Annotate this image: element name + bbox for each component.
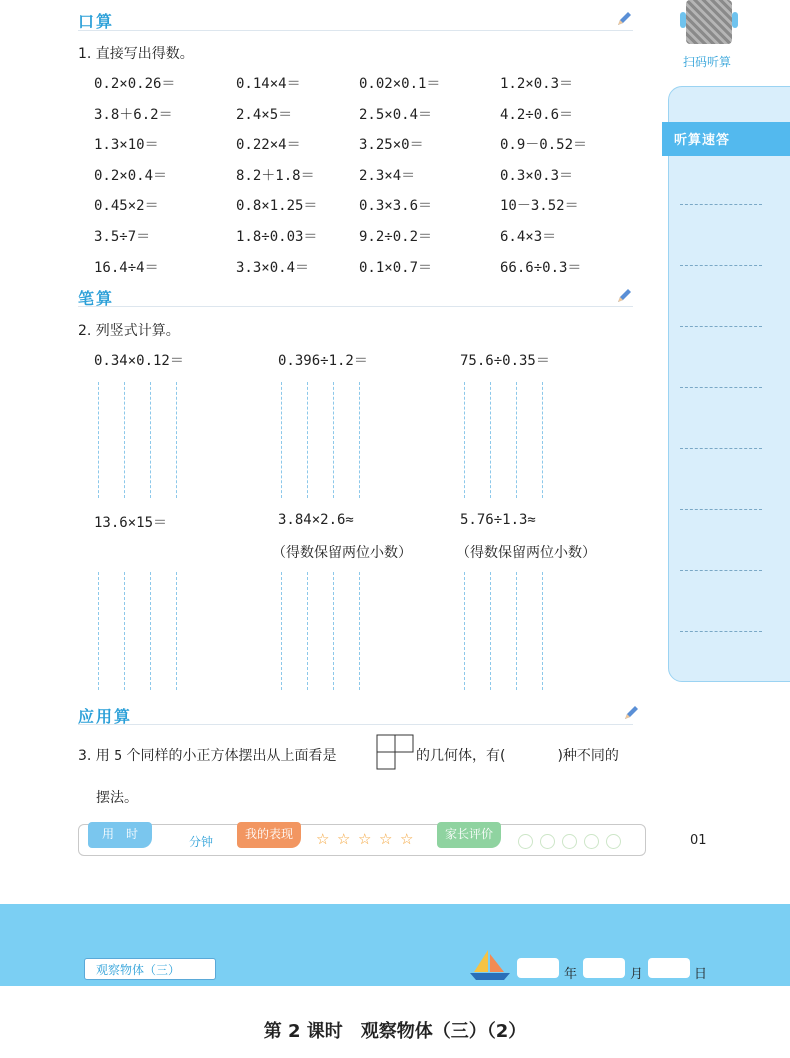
guide-line	[359, 572, 360, 690]
star-icon[interactable]: ☆	[379, 830, 393, 848]
guide-line	[124, 572, 125, 690]
guide-line	[176, 382, 177, 498]
section-divider	[78, 306, 633, 307]
minutes-label: 分钟	[189, 835, 214, 849]
oral-calc-item: 16.4÷4＝	[94, 259, 159, 276]
answer-line[interactable]	[680, 265, 762, 266]
day-input[interactable]	[648, 958, 690, 978]
oral-calc-item: 1.8÷0.03＝	[236, 229, 318, 245]
guide-line	[98, 382, 99, 498]
question-3-line-1	[78, 745, 337, 765]
smiley-icon[interactable]	[518, 834, 533, 849]
guide-line	[98, 572, 99, 690]
section-divider	[78, 724, 633, 725]
guide-line	[176, 572, 177, 690]
oral-calc-item: 2.3×4＝	[359, 167, 416, 184]
oral-calc-item: 0.2×0.4＝	[94, 167, 168, 184]
vertical-calc-expression: 75.6÷0.35＝	[460, 353, 550, 369]
year-label: 年	[564, 967, 578, 982]
lesson-tag-text: 观察物体（三）	[96, 963, 181, 977]
oral-calc-item: 0.2×0.26＝	[94, 76, 176, 92]
question-3-line-1b	[416, 745, 619, 765]
oral-calc-item: 4.2÷0.6＝	[500, 106, 574, 123]
pencil-icon	[615, 287, 633, 305]
answer-line[interactable]	[680, 509, 762, 510]
answer-line[interactable]	[680, 448, 762, 449]
top-view-shape	[376, 734, 414, 770]
section-title-written: 笔算	[78, 289, 115, 308]
listening-panel	[668, 86, 790, 682]
answer-line[interactable]	[680, 631, 762, 632]
month-input[interactable]	[583, 958, 625, 978]
question-2-title: 2. 列竖式计算。	[78, 323, 180, 339]
oral-calc-item: 0.45×2＝	[94, 198, 159, 215]
guide-line	[516, 382, 517, 498]
guide-line	[307, 572, 308, 690]
time-label: 用 时	[88, 822, 152, 848]
oral-calc-item: 3.5÷7＝	[94, 229, 151, 245]
answer-line[interactable]	[680, 204, 762, 205]
guide-line	[150, 572, 151, 690]
answer-line[interactable]	[680, 326, 762, 327]
scan-label: 扫码听算	[683, 55, 732, 69]
oral-calc-item: 8.2＋1.8＝	[236, 167, 315, 184]
oral-calc-item: 2.4×5＝	[236, 106, 293, 123]
star-icon[interactable]: ☆	[337, 830, 351, 848]
oral-calc-item: 1.2×0.3＝	[500, 76, 574, 92]
oral-calc-item: 0.3×3.6＝	[359, 198, 433, 215]
oral-calc-item: 6.4×3＝	[500, 229, 557, 245]
guide-line	[490, 572, 491, 690]
section-title-applied: 应用算	[78, 707, 133, 726]
vertical-calc-expression: 0.34×0.12＝	[94, 353, 184, 369]
smiley-icon[interactable]	[606, 834, 621, 849]
vertical-calc-expression: 3.84×2.6≈	[278, 512, 354, 528]
q3-text: 的几何体，有(	[416, 748, 506, 764]
section-title-oral: 口算	[78, 12, 115, 31]
oral-calc-item: 2.5×0.4＝	[359, 106, 433, 123]
day-label: 日	[694, 967, 708, 982]
answer-line[interactable]	[680, 387, 762, 388]
oral-calc-item: 9.2÷0.2＝	[359, 229, 433, 245]
oral-calc-item: 3.25×0＝	[359, 137, 424, 154]
guide-line	[542, 572, 543, 690]
guide-line	[359, 382, 360, 498]
parent-eval-label: 家长评价	[437, 822, 501, 848]
guide-line	[516, 572, 517, 690]
answer-line[interactable]	[680, 570, 762, 571]
rounding-note: （得数保留两位小数）	[456, 545, 596, 561]
section-divider	[78, 30, 633, 31]
question-3-line-2: 摆法。	[96, 790, 138, 806]
qr-code[interactable]	[680, 0, 738, 46]
oral-calc-item: 1.3×10＝	[94, 137, 159, 154]
sailboat-icon	[466, 948, 514, 982]
oral-calc-item: 0.22×4＝	[236, 137, 301, 154]
smiley-icon[interactable]	[540, 834, 555, 849]
rounding-note: （得数保留两位小数）	[272, 545, 412, 561]
guide-line	[333, 382, 334, 498]
oral-calc-item: 10－3.52＝	[500, 198, 579, 215]
oral-calc-item: 3.3×0.4＝	[236, 259, 310, 276]
guide-line	[124, 382, 125, 498]
guide-line	[464, 382, 465, 498]
oral-calc-item: 3.8＋6.2＝	[94, 106, 173, 123]
oral-calc-item: 0.1×0.7＝	[359, 259, 433, 276]
smiley-icon[interactable]	[562, 834, 577, 849]
star-icon[interactable]: ☆	[316, 830, 330, 848]
guide-line	[307, 382, 308, 498]
guide-line	[333, 572, 334, 690]
vertical-calc-expression: 0.396÷1.2＝	[278, 353, 368, 369]
oral-calc-item: 0.8×1.25＝	[236, 198, 318, 215]
lesson-caption: 第 2 课时 观察物体（三）（2）	[263, 1021, 527, 1042]
star-icon[interactable]: ☆	[400, 830, 414, 848]
page-number: 01	[690, 833, 707, 848]
smiley-icon[interactable]	[584, 834, 599, 849]
q3-count: 5	[114, 749, 123, 764]
vertical-calc-expression: 5.76÷1.3≈	[460, 512, 536, 528]
performance-label: 我的表现	[237, 822, 301, 848]
year-input[interactable]	[517, 958, 559, 978]
pencil-icon	[622, 704, 640, 722]
star-icon[interactable]: ☆	[358, 830, 372, 848]
pencil-icon	[615, 10, 633, 28]
oral-calc-item: 66.6÷0.3＝	[500, 259, 582, 276]
guide-line	[542, 382, 543, 498]
month-label: 月	[630, 967, 644, 982]
guide-line	[490, 382, 491, 498]
q3-text: 个同样的小正方体摆出从上面看是	[126, 748, 337, 764]
guide-line	[281, 572, 282, 690]
question-1-title: 1. 直接写出得数。	[78, 46, 194, 62]
guide-line	[150, 382, 151, 498]
oral-calc-item: 0.3×0.3＝	[500, 167, 574, 184]
q3-text: 3. 用	[78, 748, 110, 764]
guide-line	[281, 382, 282, 498]
oral-calc-item: 0.9－0.52＝	[500, 137, 588, 154]
listening-title: 听算速答	[674, 133, 731, 148]
guide-line	[464, 572, 465, 690]
q3-text: )种不同的	[557, 748, 619, 764]
oral-calc-item: 0.14×4＝	[236, 76, 301, 92]
vertical-calc-expression: 13.6×15＝	[94, 515, 168, 531]
oral-calc-item: 0.02×0.1＝	[359, 76, 441, 92]
